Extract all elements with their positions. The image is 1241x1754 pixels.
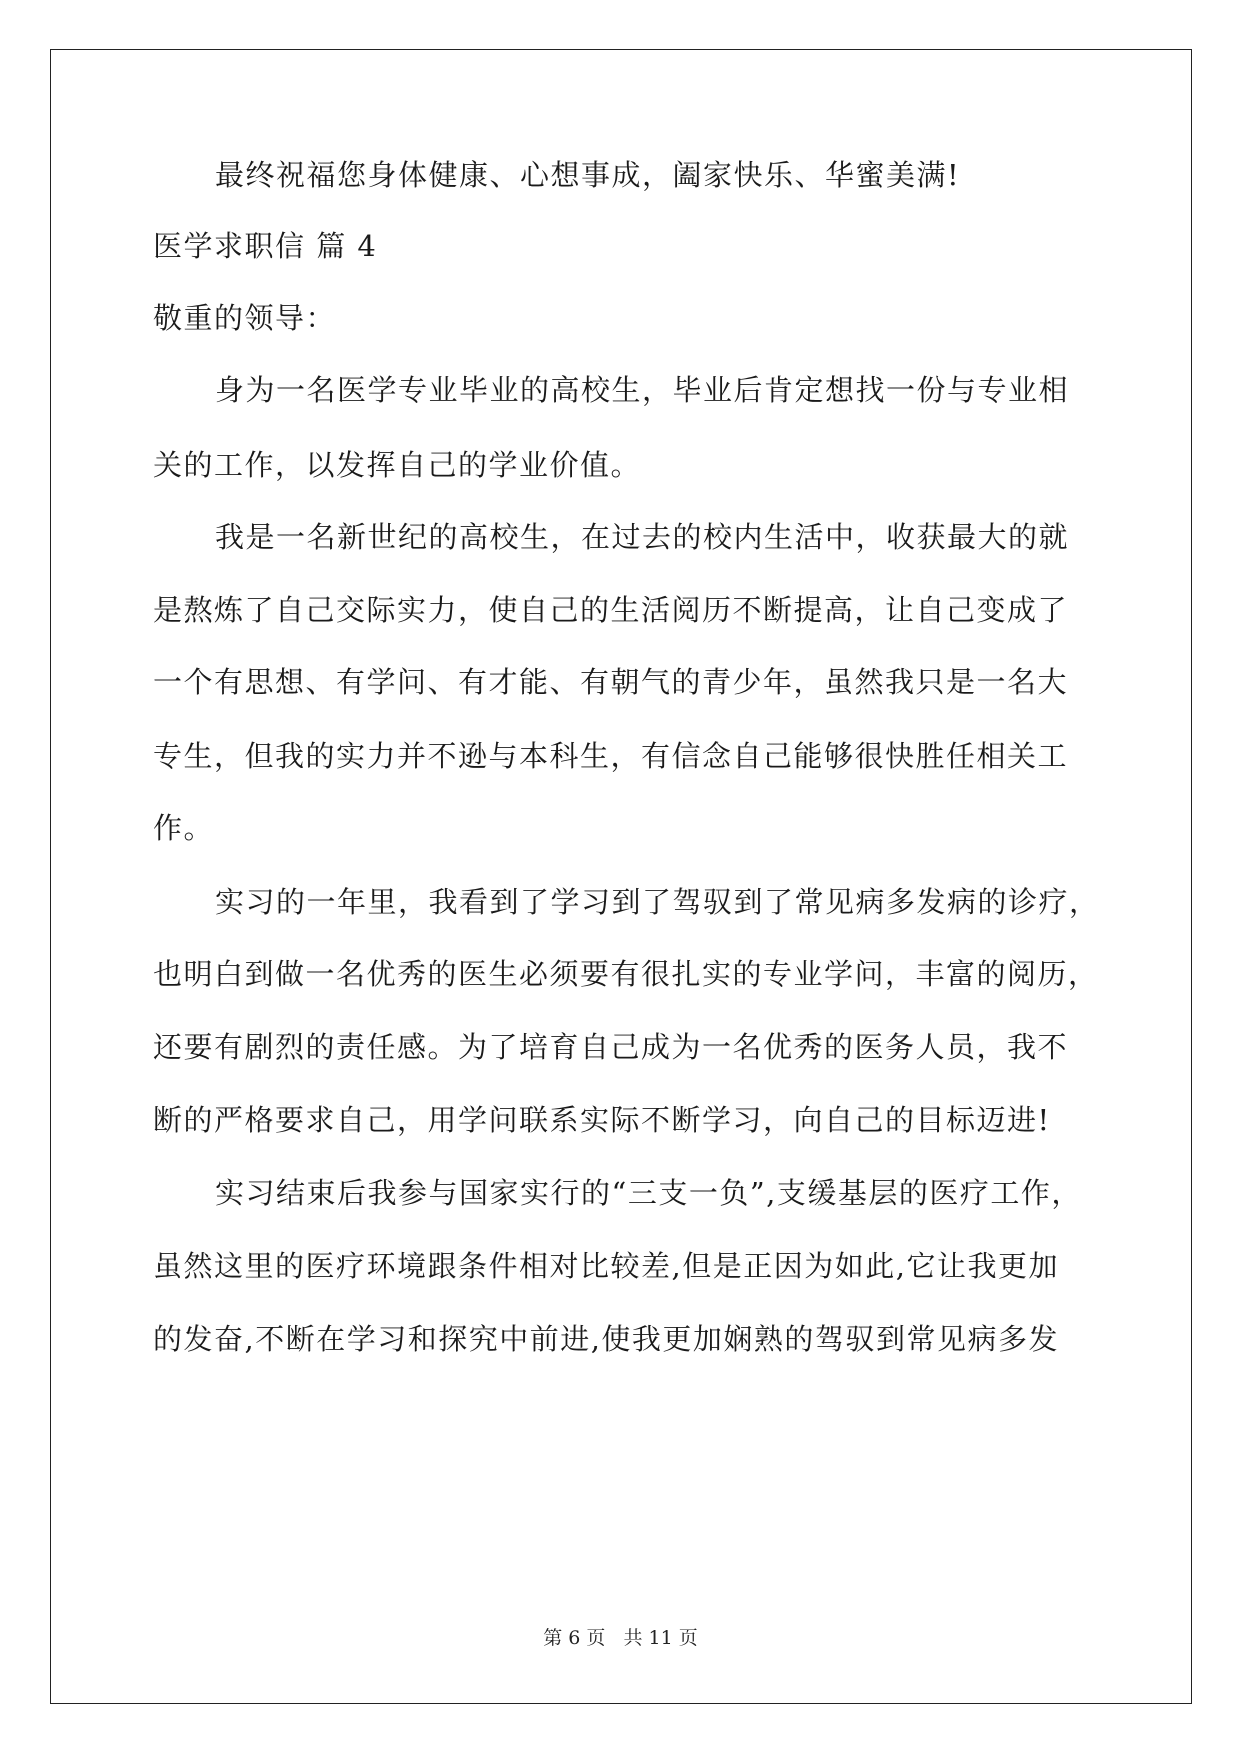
closing-line: 最终祝福您身体健康、心想事成，阖家快乐、华蜜美满! [215,158,961,192]
paragraph-line: 作。 [153,811,215,845]
page-number-total: 共 11 页 [623,1627,698,1649]
section-title: 医学求职信 篇 4 [153,229,378,263]
paragraph-line: 的发奋,不断在学习和探究中前进,使我更加娴熟的驾驭到常见病多发 [153,1322,1059,1356]
paragraph-line: 一个有思想、有学问、有才能、有朝气的青少年，虽然我只是一名大 [153,665,1069,699]
paragraph-line: 是熬炼了自己交际实力，使自己的生活阅历不断提高，让自己变成了 [153,593,1069,627]
page-number-current: 第 6 页 [543,1627,606,1649]
paragraph-line: 还要有剧烈的责任感。为了培育自己成为一名优秀的医务人员，我不 [153,1030,1069,1064]
paragraph-line: 实习结束后我参与国家实行的“三支一负”,支缓基层的医疗工作， [215,1176,1082,1210]
page-footer [0,1626,1241,1650]
paragraph-line: 虽然这里的医疗环境跟条件相对比较差,但是正因为如此,它让我更加 [153,1249,1059,1283]
salutation: 敬重的领导： [153,301,337,335]
paragraph-line: 专生，但我的实力并不逊与本科生，有信念自己能够很快胜任相关工 [153,739,1069,773]
paragraph-line: 断的严格要求自己，用学问联系实际不断学习，向自己的目标迈进! [153,1103,1051,1137]
paragraph-line: 也明白到做一名优秀的医生必须要有很扎实的专业学问，丰富的阅历， [153,957,1099,991]
paragraph-line: 关的工作，以发挥自己的学业价值。 [153,448,642,482]
paragraph-line: 实习的一年里，我看到了学习到了驾驭到了常见病多发病的诊疗， [215,885,1100,919]
paragraph-line: 身为一名医学专业毕业的高校生，毕业后肯定想找一份与专业相 [215,373,1070,407]
paragraph-line: 我是一名新世纪的高校生，在过去的校内生活中，收获最大的就 [215,520,1070,554]
